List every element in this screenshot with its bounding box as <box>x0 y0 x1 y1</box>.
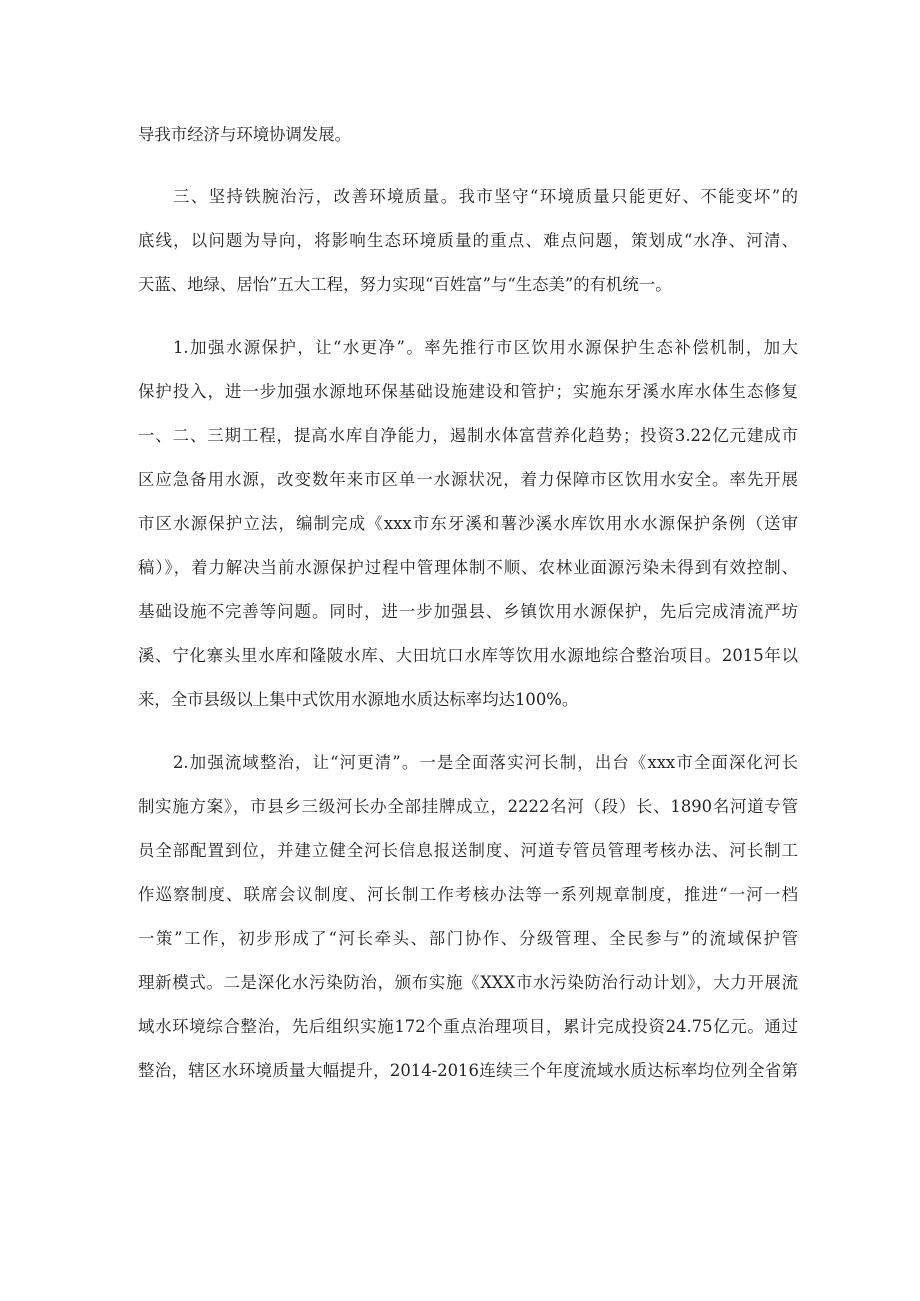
paragraph-line: 导我市经济与环境协调发展。 <box>138 125 352 144</box>
paragraph-line: 2.加强流域整治，让“河更清”。一是全面落实河长制，出台《xxx市全面深化河长 <box>173 753 798 772</box>
paragraph-line: 天蓝、地绿、居怡”五大工程，努力实现“百姓富”与“生态美”的有机统一。 <box>138 275 672 294</box>
paragraph-line: 一策”工作，初步形成了“河长牵头、部门协作、分级管理、全民参与”的流域保护管 <box>138 929 798 948</box>
paragraph-line: 溪、宁化寨头里水库和隆陂水库、大田坑口水库等饮用水源地综合整治项目。2015年以 <box>138 646 798 665</box>
paragraph-line: 区应急备用水源，改变数年来市区单一水源状况，着力保障市区饮用水安全。率先开展 <box>138 470 798 489</box>
paragraph-line: 基础设施不完善等问题。同时，进一步加强县、乡镇饮用水源保护，先后完成清流严坊 <box>138 602 798 621</box>
paragraph-line: 稿）》，着力解决当前水源保护过程中管理体制不顺、农林业面源污染未得到有效控制、 <box>138 558 798 577</box>
paragraph-line: 底线，以问题为导向，将影响生态环境质量的重点、难点问题，策划成“水净、河清、 <box>138 231 798 250</box>
paragraph-line: 1.加强水源保护，让“水更净”。率先推行市区饮用水源保护生态补偿机制，加大 <box>173 338 798 357</box>
paragraph-line: 保护投入，进一步加强水源地环保基础设施建设和管护；实施东牙溪水库水体生态修复 <box>138 382 798 401</box>
paragraph-line: 理新模式。二是深化水污染防治，颁布实施《XXX市水污染防治行动计划》，大力开展流 <box>138 973 798 992</box>
paragraph-line: 制实施方案》，市县乡三级河长办全部挂牌成立，2222名河（段）长、1890名河道专管 <box>138 797 798 816</box>
paragraph-line: 市区水源保护立法，编制完成《xxx市东牙溪和薯沙溪水库饮用水水源保护条例（送审 <box>138 514 798 533</box>
paragraph-line: 三、坚持铁腕治污，改善环境质量。我市坚守“环境质量只能更好、不能变坏”的 <box>173 187 798 206</box>
paragraph-line: 整治，辖区水环境质量大幅提升，2014-2016连续三个年度流域水质达标率均位列全省第 <box>138 1061 798 1080</box>
paragraph-line: 作巡察制度、联席会议制度、河长制工作考核办法等一系列规章制度，推进“一河一档 <box>138 885 798 904</box>
paragraph-line: 来，全市县级以上集中式饮用水源地水质达标率均达100%。 <box>138 690 579 709</box>
paragraph-line: 员全部配置到位，并建立健全河长信息报送制度、河道专管员管理考核办法、河长制工 <box>138 841 798 860</box>
paragraph-line: 域水环境综合整治，先后组织实施172个重点治理项目，累计完成投资24.75亿元。通过 <box>138 1017 798 1036</box>
paragraph-line: 一、二、三期工程，提高水库自净能力，遏制水体富营养化趋势；投资3.22亿元建成市 <box>138 426 798 445</box>
